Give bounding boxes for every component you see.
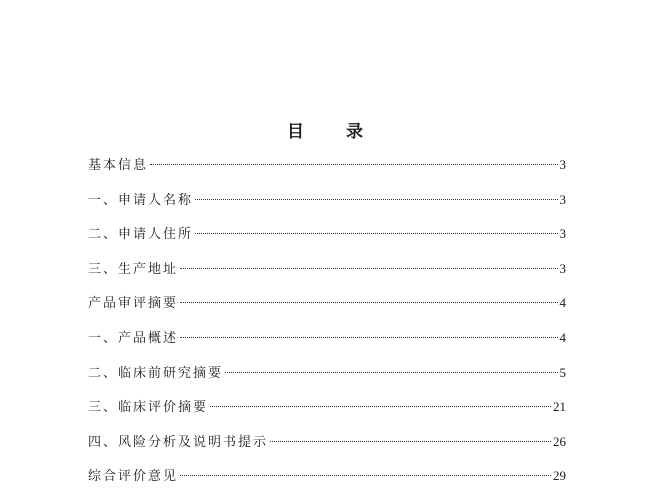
toc-leader-dots	[225, 372, 557, 373]
toc-entry-page: 4	[559, 329, 566, 345]
toc-entry-label: 三、生产地址	[88, 261, 179, 277]
toc-entry-page: 5	[559, 364, 566, 380]
toc-leader-dots	[180, 475, 551, 476]
toc-entry-label: 二、申请人住所	[88, 227, 194, 243]
toc-entry[interactable]	[88, 190, 566, 225]
toc-entry[interactable]	[88, 397, 566, 432]
toc-entry[interactable]	[88, 293, 566, 328]
toc-entry[interactable]	[88, 432, 566, 467]
toc-entry-page: 3	[559, 191, 566, 207]
toc-entry[interactable]	[88, 328, 566, 363]
toc-entry-label: 三、临床评价摘要	[88, 400, 209, 416]
toc-leader-dots	[195, 233, 557, 234]
toc-leader-dots	[210, 406, 551, 407]
toc-entry-page: 3	[559, 157, 566, 172]
toc-list	[88, 155, 566, 501]
toc-entry-label: 产品审评摘要	[88, 296, 179, 312]
toc-entry-label: 一、申请人名称	[88, 192, 194, 208]
toc-entry-label: 四、风险分析及说明书提示	[88, 434, 269, 450]
toc-entry-label: 一、产品概述	[88, 330, 179, 346]
toc-entry[interactable]	[88, 466, 566, 501]
toc-entry-page: 29	[553, 468, 566, 484]
toc-leader-dots	[270, 441, 551, 442]
toc-entry[interactable]	[88, 224, 566, 259]
toc-title: 目 录	[287, 122, 381, 142]
toc-entry[interactable]	[88, 155, 566, 190]
toc-entry-label: 二、临床前研究摘要	[88, 365, 224, 381]
toc-leader-dots	[180, 268, 557, 269]
toc-entry-label: 综合评价意见	[88, 469, 179, 485]
toc-entry-page: 3	[559, 260, 566, 276]
toc-leader-dots	[195, 199, 557, 200]
toc-entry-page: 26	[553, 433, 566, 449]
toc-leader-dots	[180, 337, 557, 338]
toc-entry-label: 基本信息	[88, 158, 149, 173]
toc-entry-page: 3	[559, 226, 566, 242]
toc-entry-page: 21	[553, 399, 566, 415]
toc-entry[interactable]	[88, 259, 566, 294]
toc-leader-dots	[180, 302, 557, 303]
toc-entry-page: 4	[559, 295, 566, 311]
toc-entry[interactable]	[88, 363, 566, 398]
toc-leader-dots	[150, 164, 557, 165]
